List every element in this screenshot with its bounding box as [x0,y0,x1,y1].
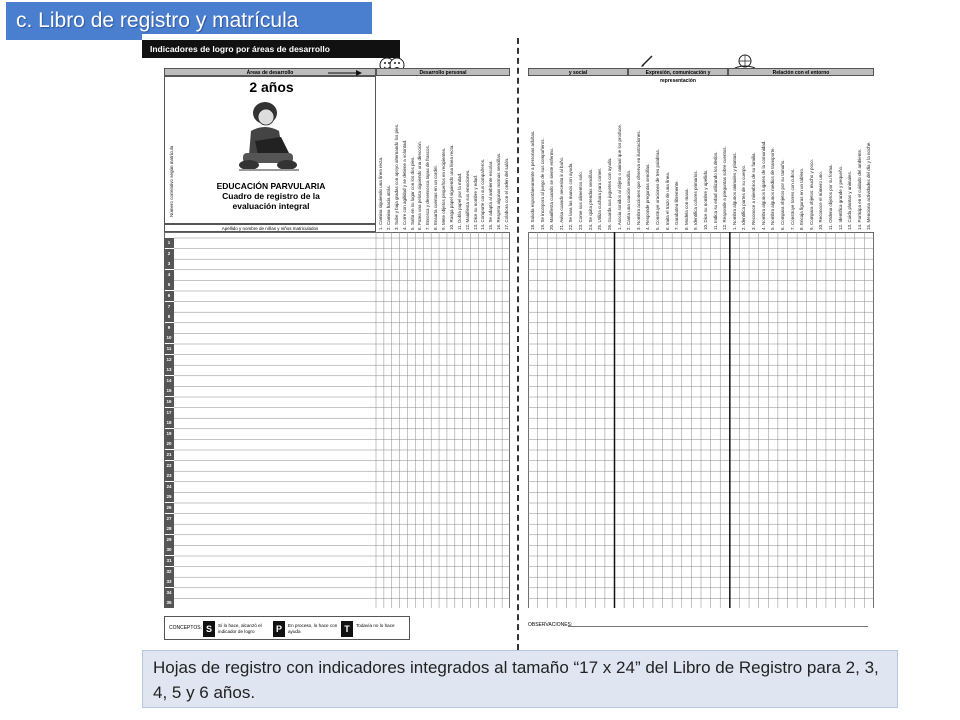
indicator-label: 15. Se adapta al ambiente escolar. [488,160,494,230]
indicator-label: 20. Manifiesta cuando se siente enfermo. [549,147,555,230]
legend-key-p: P [273,621,285,637]
section-header-social [528,68,628,76]
row-number: 32 [164,567,174,577]
indicator-label: 14. Comparte con sus compañeros. [480,158,486,230]
indicator-label: 8. Encaja figuras en un tablero. [799,167,805,230]
slide-caption: Hojas de registro con indicadores integrados al tamaño “17 x 24” del Libro de Registro para 2, 3, 4, 5 y 6 años. [142,650,898,708]
document-header-title: Indicadores de logro por áreas de desarrollo [142,40,400,58]
section-header-environment [728,68,874,76]
indicator-label: 16. Respeta algunas normas sencillas. [496,152,502,230]
section-personal-label: Desarrollo personal [419,70,467,76]
row-number: 8 [164,312,174,322]
indicator-label: 4. Nombra algunos lugares de la comunidad. [760,140,766,230]
indicator-label: 14. Participa en el cuidado del ambiente. [856,148,862,230]
indicator-label: 13. Dice su nombre y edad. [472,174,478,230]
row-number: 23 [164,471,174,481]
indicator-label: 8. Ensarta cuentas en un cordel. [433,165,439,230]
legend-key-s: S [203,621,215,637]
indicator-label: 2. Canta una canción sencilla. [626,169,632,230]
registry-sheet [142,34,898,652]
row-number: 21 [164,450,174,460]
grid-left [164,232,510,608]
indicator-label: 7. Construye torres con cubos. [789,168,795,230]
row-number: 18 [164,418,174,428]
indicator-label: 11. Indica su edad utilizando los dedos. [712,151,718,230]
legend-text-t: Todavía no lo hace [356,623,395,628]
panel-subtitle [185,181,357,211]
row-number: 9 [164,323,174,333]
pencil-icon [640,54,654,68]
indicator-label: 4. Responde preguntas sencillas. [645,163,651,230]
legend-text-s: Sí lo hace, alcanzó el indicador de logro [218,623,262,634]
age-title: 2 años [249,79,294,95]
row-number: 25 [164,492,174,502]
indicator-label: 23. Come sus alimentos solo. [578,170,584,230]
row-number: 17 [164,408,174,418]
panel-title-line-2: Cuadro de registro de la [222,191,320,201]
indicator-label: 7. Garabatea libremente. [674,180,680,230]
legend-key-t: T [341,621,353,637]
row-number: 27 [164,514,174,524]
indicator-label: 12. Responde a preguntas sobre cuentos. [722,146,728,230]
row-number: 22 [164,461,174,471]
row-number: 30 [164,545,174,555]
indicator-label: 15. Menciona actividades del día y la noche. [866,141,872,230]
grid-right [528,232,874,608]
row-number: 10 [164,333,174,343]
observations-line [568,626,868,627]
names-column-header: Apellido y nombre de niñas y niños matriculados [164,224,376,232]
indicator-label: 9. Identifica colores primarios. [693,170,699,230]
indicator-label: 21. Avisa cuando necesita ir al baño. [558,156,564,230]
panel-title-line-3: evaluación integral [232,201,310,211]
indicator-label: 13. Cuida plantas y animales. [847,170,853,230]
row-number: 31 [164,556,174,566]
indicator-label: 10. Rasga papel siguiendo una línea recta. [448,144,454,230]
indicator-label: 6. Imita el trazo de una línea. [664,171,670,230]
slide-title: c. Libro de registro y matrícula [6,2,372,40]
indicator-label: 6. Patea una pelota siguiendo una dirección. [417,141,423,230]
row-number: 29 [164,535,174,545]
section-header-personal [376,68,510,76]
row-number: 24 [164,482,174,492]
indicator-label: 19. Se incorpora al juego de sus compañeros. [539,138,545,230]
page-fold-line [517,38,519,650]
row-number: 28 [164,524,174,534]
row-number: 13 [164,365,174,375]
row-number: 11 [164,344,174,354]
row-number: 3 [164,259,174,269]
indicator-label: 11. Dobla papel por la mitad. [456,172,462,230]
indicator-label: 3. Sube y baja gradas con apoyo alternando los pies. [393,123,399,230]
row-number: 14 [164,376,174,386]
row-number: 33 [164,577,174,587]
indicator-label: 10. Reconoce el número uno. [818,170,824,230]
legend-label: CONCEPTOS: [169,625,202,631]
indicator-label: 9. Compara objetos: mucho y poco. [808,158,814,230]
indicator-label: 4. Corre con agilidad y se detiene a voluntad. [401,139,407,230]
observations-area [528,622,868,628]
child-info-panel [164,76,376,224]
section-environment-label: Relación con el entorno [772,70,830,76]
sheet-left-page [142,34,512,652]
indicator-label: 2. Identifica partes de su cuerpo. [741,164,747,230]
row-number: 12 [164,355,174,365]
row-number: 19 [164,429,174,439]
indicator-label: 18. Saluda espontáneamente a personas adultas. [530,130,535,230]
indicator-label: 3. Reconoce a miembros de su familia. [751,152,757,230]
row-number: 26 [164,503,174,513]
row-number: 16 [164,397,174,407]
legend-text-p: En proceso, lo hace con ayuda [288,623,338,634]
indicator-label: 7. Enrosca y desenrosca tapas de frascos. [425,144,431,230]
indicator-label: 22. Se lava las manos con ayuda. [568,162,574,230]
row-number: 7 [164,302,174,312]
sheet-right-page [528,34,898,652]
section-expression-label: Expresión, comunicación y representación [645,70,711,84]
indicator-label: 12. Identifica grande y pequeño. [837,165,843,230]
indicator-label: 1. Camina siguiendo una línea recta. [378,156,383,230]
indicator-label: 5. Nombra algunos medios de transporte. [770,147,776,230]
row-number: 15 [164,386,174,396]
observations-label: OBSERVACIONES: [528,622,573,628]
indicator-label: 17. Colabora con el orden del salón. [504,157,510,230]
indicator-label: 11. Ordena objetos por su forma. [827,164,833,230]
indicator-label: 24. Se quita prendas sencillas. [587,168,593,230]
panel-title-line-1: EDUCACIÓN PARVULARIA [216,181,326,191]
section-social-label: y social [568,70,588,76]
row-number: 34 [164,588,174,598]
row-number: 4 [164,270,174,280]
areas-label: Áreas de desarrollo [246,70,294,76]
correlative-number-label: Número correlativo según matrícula [169,145,174,217]
row-number: 20 [164,439,174,449]
indicator-label: 26. Guarda sus juguetes con ayuda. [606,157,612,230]
row-number: 5 [164,280,174,290]
indicator-label: 10. Dice su nombre y apellido. [703,169,708,230]
row-number: 6 [164,291,174,301]
indicator-label: 5. Salta en su lugar con los dos pies. [409,156,415,230]
indicator-label: 9. Mete objetos pequeños en recipientes. [441,147,447,230]
indicator-label: 1. Nombra algunos animales y plantas. [731,152,737,230]
row-number: 35 [164,598,174,608]
section-header-expression [628,68,728,84]
row-number: 1 [164,238,174,248]
indicator-label: 1. Asocia sonidos al objeto o animal que los produce. [616,123,622,230]
indicator-label: 2. Camina hacia atrás. [385,184,391,230]
child-reading-illustration [235,97,305,177]
indicator-label: 6. Compara objetos por su tamaño. [779,159,785,230]
indicator-label: 3. Nombra acciones que observa en ilustraciones. [635,130,641,230]
indicator-label: 5. Construye oraciones de tres palabras. [654,148,660,230]
row-number: 2 [164,249,174,259]
grid-border [165,233,510,609]
indicator-label: 12. Manifiesta sus emociones. [464,169,470,230]
indicator-label: 25. Utiliza cuchara para comer. [597,167,603,230]
indicator-label: 8. Modela con masa. [683,188,689,230]
concepts-legend [164,616,410,640]
